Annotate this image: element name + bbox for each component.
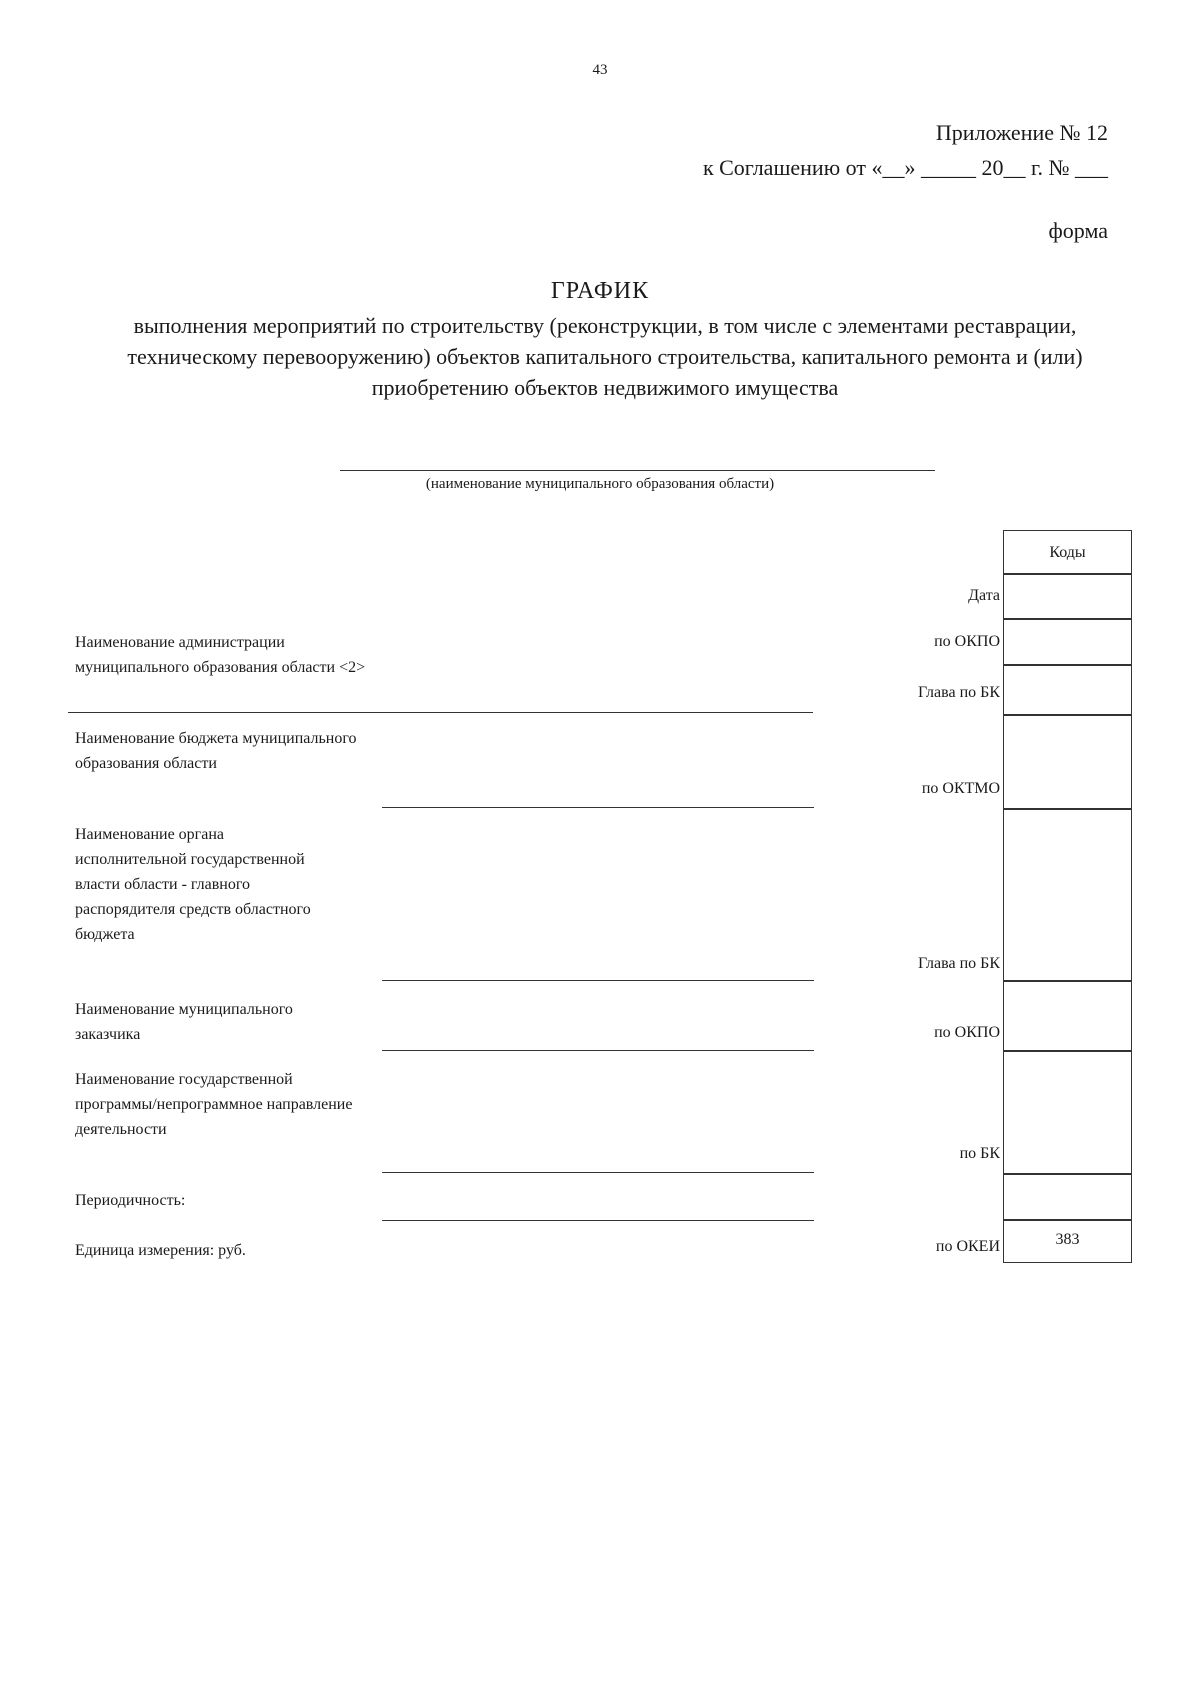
row-label-program: Наименование государственной программы/непрограммное направление деятельности [75, 1071, 353, 1138]
code-label-okpo-customer: по ОКПО [934, 1024, 1000, 1041]
code-cell-oktmo[interactable] [1003, 714, 1132, 810]
code-label-glava-bk-admin: Глава по БК [918, 684, 1000, 701]
municipality-name-line [340, 470, 935, 471]
code-cell-okpo-admin[interactable] [1003, 618, 1132, 666]
row-label-municipal-customer: Наименование муниципального заказчика [75, 1001, 293, 1043]
page-number: 43 [592, 62, 608, 78]
code-cell-okpo-customer[interactable] [1003, 980, 1132, 1052]
code-cell-periodicity[interactable] [1003, 1173, 1132, 1221]
attachment-title: Приложение № 12 [935, 120, 1108, 145]
row-label-administration: Наименование администрации муниципального образования области <2> [75, 634, 366, 676]
code-cell-glava-bk-organ[interactable] [1003, 808, 1132, 982]
code-label-date: Дата [968, 587, 1000, 604]
code-label-glava-bk-organ: Глава по БК [918, 955, 1000, 972]
row-label-executive-organ: Наименование органа исполнительной государственной власти области - главного распорядителя средств областного бюджета [75, 826, 311, 943]
budget-fill-line[interactable] [382, 807, 814, 808]
form-label: форма [1048, 218, 1108, 243]
municipal-customer-fill-line[interactable] [382, 1050, 814, 1051]
row-label-unit: Единица измерения: руб. [75, 1242, 246, 1259]
row-label-periodicity: Периодичность: [75, 1192, 186, 1209]
program-fill-line[interactable] [382, 1172, 814, 1173]
code-cell-date[interactable] [1003, 573, 1132, 620]
code-label-okei: по ОКЕИ [935, 1238, 1000, 1255]
code-label-oktmo: по ОКТМО [921, 780, 1000, 797]
administration-fill-line[interactable] [68, 712, 813, 713]
codes-header: Коды [1003, 530, 1132, 575]
code-cell-okei[interactable]: 383 [1003, 1219, 1132, 1263]
code-label-bk-program: по БК [959, 1145, 1000, 1162]
executive-organ-fill-line[interactable] [382, 980, 814, 981]
document-title: ГРАФИК [550, 278, 650, 304]
code-cell-bk-program[interactable] [1003, 1050, 1132, 1175]
municipality-caption: (наименование муниципального образования области) [425, 476, 775, 492]
attachment-subtitle: к Соглашению от «__» _____ 20__ г. № ___ [702, 155, 1108, 180]
code-label-okpo-admin: по ОКПО [934, 633, 1000, 650]
code-cell-glava-bk-admin[interactable] [1003, 664, 1132, 716]
document-subtitle: выполнения мероприятий по строительству (реконструкции, в том числе с элементами реставрации, техническому перевооружению) объектов капитального строительства, капитального ремонта и (или) приобретению объектов недвижимого имущества [127, 313, 1083, 400]
row-label-budget: Наименование бюджета муниципального образования области [75, 730, 357, 772]
periodicity-fill-line[interactable] [382, 1220, 814, 1221]
